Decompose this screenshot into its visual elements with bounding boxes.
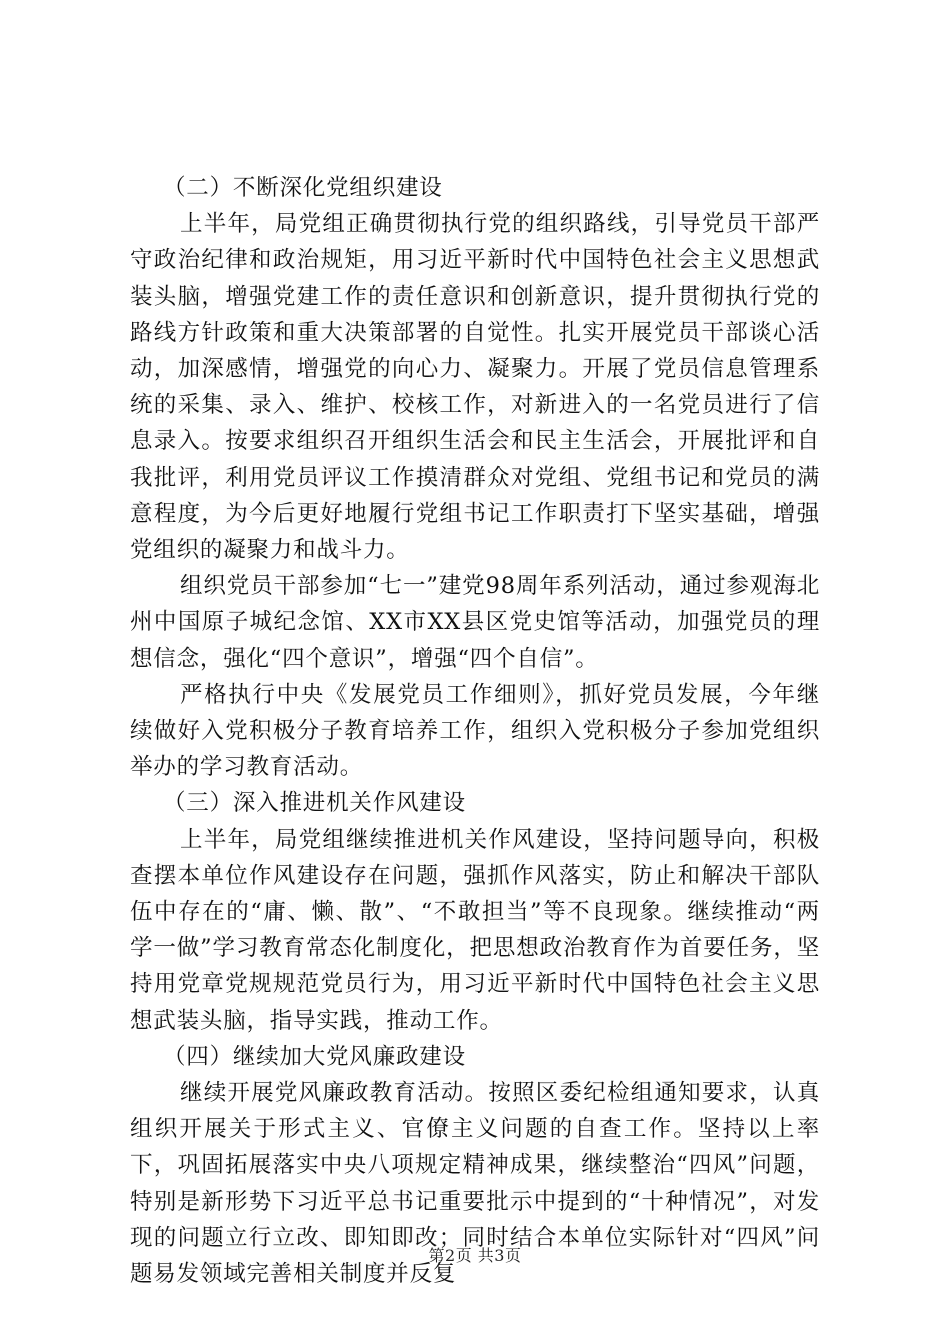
section-heading-3: （三）深入推进机关作风建设	[163, 790, 466, 817]
body-paragraph: 上半年，局党组正确贯彻执行党的组织路线，引导党员干部严守政治纪律和政治规矩，用习近平新时代中国特色社会主义思想武装头脑，增强党建工作的责任意识和创新意识，提升贯彻执行党的路线方针政策和重大决策部署的自觉性。扎实开展党员干部谈心活动，加深感情，增强党的向心力、凝聚力。开展了党员信息管理系统的采集、录入、维护、校核工作，对新进入的一名党员进行了信息录入。按要求组织召开组织生活会和民主生活会，开展批评和自我批评，利用党员评议工作摸清群众对党组、党组书记和党员的满意程度，为今后更好地履行党组书记工作职责打下坚实基础，增强党组织的凝聚力和战斗力。	[130, 211, 820, 564]
section-heading-4: （四）继续加大党风廉政建设	[163, 1043, 466, 1070]
body-paragraph: 继续开展党风廉政教育活动。按照区委纪检组通知要求，认真组织开展关于形式主义、官僚主义问题的自查工作。坚持以上率下，巩固拓展落实中央八项规定精神成果，继续整治“四风”问题，特别是新形势下习近平总书记重要批示中提到的“十种情况”，对发现的问题立行立改、即知即改；同时结合本单位实际针对“四风”问题易发领域完善相关制度并反复	[130, 1080, 820, 1288]
page-number-footer: 第2页 共3页	[428, 1246, 522, 1265]
body-paragraph: 上半年，局党组继续推进机关作风建设，坚持问题导向，积极查摆本单位作风建设存在问题，强抓作风落实，防止和解决干部队伍中存在的“庸、懒、散”、“不敢担当”等不良现象。继续推动“两学一做”学习教育常态化制度化，把思想政治教育作为首要任务，坚持用党章党规规范党员行为，用习近平新时代中国特色社会主义思想武装头脑，指导实践，推动工作。	[130, 826, 820, 1034]
document-body	[130, 170, 820, 1292]
section-heading-2: （二）不断深化党组织建设	[163, 175, 443, 201]
body-paragraph: 严格执行中央《发展党员工作细则》，抓好党员发展，今年继续做好入党积极分子教育培养工作，组织入党积极分子参加党组织举办的学习教育活动。	[130, 681, 820, 781]
body-paragraph: 组织党员干部参加“七一”建党98周年系列活动，通过参观海北州中国原子城纪念馆、XX市XX县区党史馆等活动，加强党员的理想信念，强化“四个意识”，增强“四个自信”。	[130, 573, 820, 672]
